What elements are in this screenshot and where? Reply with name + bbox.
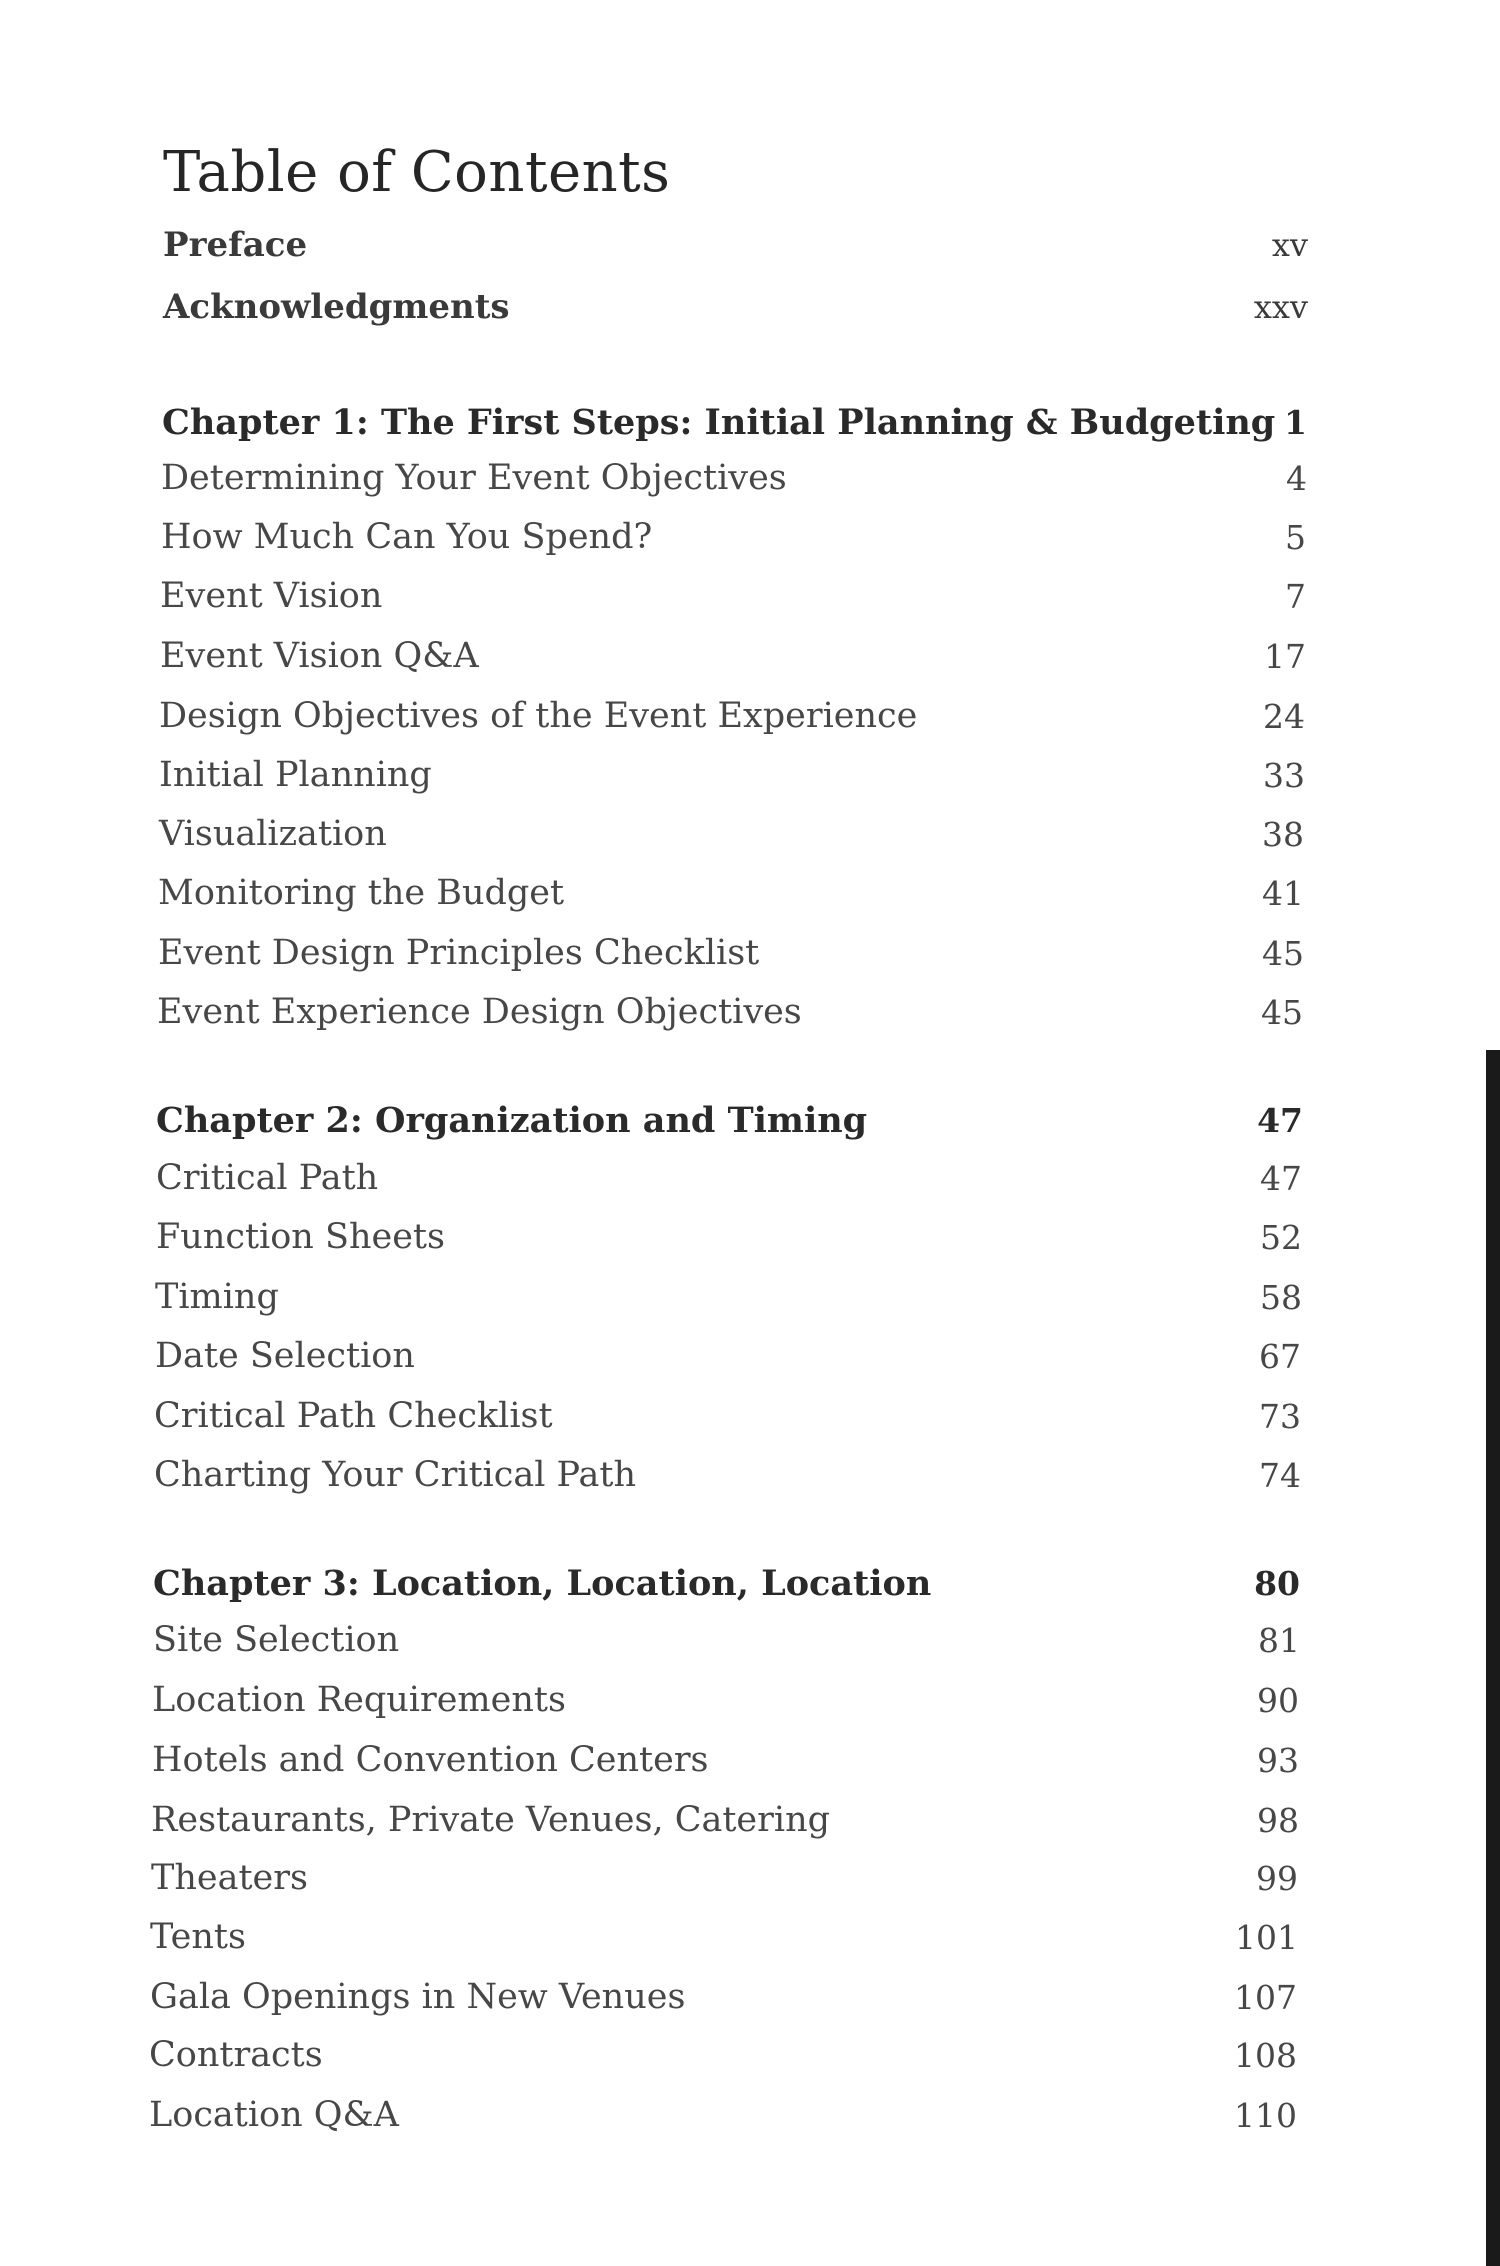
toc-entry (155, 1329, 1301, 1383)
toc-entry (161, 451, 1307, 505)
entry-label: Hotels and Convention Centers (152, 1740, 709, 1780)
toc-entry (154, 1389, 1301, 1443)
entry-page-number: 98 (1257, 1800, 1299, 1840)
toc-front-matter-item (163, 280, 1308, 334)
entry-page-number: 24 (1263, 696, 1305, 736)
entry-page-number: 52 (1260, 1217, 1302, 1257)
front-page-number: xxv (1253, 288, 1308, 326)
front-label: Acknowledgments (163, 287, 510, 327)
entry-label: Tents (150, 1917, 246, 1957)
toc-entry (159, 689, 1305, 743)
entry-page-number: 110 (1234, 2095, 1297, 2135)
entry-page-number: 93 (1257, 1740, 1299, 1780)
entry-label: Theaters (151, 1858, 308, 1898)
entry-label: Site Selection (153, 1620, 400, 1660)
toc-front-matter-item (163, 218, 1308, 272)
entry-label: Visualization (159, 814, 387, 854)
entry-page-number: 101 (1235, 1917, 1298, 1957)
toc-entry (159, 807, 1304, 861)
toc-chapter-heading (153, 1556, 1300, 1610)
chapter-page-number: 47 (1257, 1100, 1303, 1140)
front-page-number: xv (1271, 226, 1308, 264)
chapter-label: Chapter 2: Organization and Timing (156, 1099, 868, 1141)
toc-entry (157, 985, 1303, 1039)
entry-label: Function Sheets (156, 1217, 445, 1257)
chapter-label: Chapter 1: The First Steps: Initial Planning & Budgeting (162, 401, 1276, 443)
entry-page-number: 47 (1260, 1158, 1302, 1198)
entry-label: Critical Path (156, 1158, 379, 1198)
toc-entry (156, 1151, 1302, 1205)
entry-label: Event Vision Q&A (160, 636, 479, 676)
toc-entry (161, 510, 1306, 564)
entry-label: Location Q&A (149, 2095, 399, 2135)
entry-label: Date Selection (155, 1336, 415, 1376)
entry-label: Monitoring the Budget (158, 873, 565, 913)
entry-page-number: 74 (1259, 1455, 1301, 1495)
entry-page-number: 81 (1258, 1620, 1300, 1660)
entry-page-number: 45 (1262, 933, 1304, 973)
toc-entry (158, 926, 1304, 980)
entry-page-number: 4 (1286, 458, 1307, 498)
toc-entry (159, 748, 1305, 802)
entry-label: Restaurants, Private Venues, Catering (151, 1800, 831, 1840)
toc-entry (153, 1613, 1300, 1667)
entry-page-number: 5 (1285, 517, 1306, 557)
toc-entry (160, 629, 1306, 683)
entry-page-number: 67 (1259, 1336, 1301, 1376)
entry-label: Charting Your Critical Path (154, 1455, 636, 1495)
entry-page-number: 7 (1285, 576, 1306, 616)
chapter-page-number: 1 (1284, 402, 1307, 442)
entry-page-number: 107 (1234, 1977, 1297, 2017)
scan-edge-shadow (1486, 1050, 1500, 2266)
toc-entry (152, 1733, 1299, 1787)
entry-label: Design Objectives of the Event Experience (159, 696, 918, 736)
toc-entry (151, 1793, 1299, 1847)
entry-page-number: 58 (1260, 1277, 1302, 1317)
toc-entry (155, 1270, 1302, 1324)
chapter-label: Chapter 3: Location, Location, Location (153, 1562, 932, 1604)
entry-label: Location Requirements (152, 1680, 566, 1720)
entry-page-number: 108 (1234, 2035, 1297, 2075)
toc-entry (150, 1970, 1297, 2024)
entry-page-number: 45 (1261, 992, 1303, 1032)
toc-entry (156, 1210, 1302, 1264)
entry-page-number: 99 (1256, 1858, 1298, 1898)
toc-entry (152, 1673, 1299, 1727)
front-label: Preface (163, 225, 308, 265)
entry-page-number: 33 (1263, 755, 1305, 795)
entry-label: Contracts (149, 2035, 323, 2075)
entry-label: Event Design Principles Checklist (158, 933, 760, 973)
toc-entry (158, 866, 1304, 920)
entry-page-number: 38 (1262, 814, 1304, 854)
entry-label: Critical Path Checklist (154, 1396, 553, 1436)
toc-entry (151, 1851, 1298, 1905)
toc-chapter-heading (156, 1093, 1303, 1147)
entry-label: Event Vision (160, 576, 383, 616)
entry-label: How Much Can You Spend? (161, 517, 653, 557)
entry-label: Determining Your Event Objectives (161, 458, 787, 498)
chapter-page-number: 80 (1254, 1563, 1300, 1603)
page-title: Table of Contents (163, 140, 671, 205)
entry-label: Event Experience Design Objectives (157, 992, 802, 1032)
toc-chapter-heading (162, 395, 1307, 449)
toc-entry (154, 1448, 1301, 1502)
entry-page-number: 41 (1262, 873, 1304, 913)
entry-page-number: 73 (1259, 1396, 1301, 1436)
entry-label: Initial Planning (159, 755, 432, 795)
toc-entry (150, 1910, 1298, 1964)
entry-page-number: 90 (1257, 1680, 1299, 1720)
entry-page-number: 17 (1264, 636, 1306, 676)
entry-label: Gala Openings in New Venues (150, 1977, 686, 2017)
toc-entry (149, 2028, 1297, 2082)
toc-entry (160, 569, 1306, 623)
toc-entry (149, 2088, 1297, 2142)
entry-label: Timing (155, 1277, 279, 1317)
